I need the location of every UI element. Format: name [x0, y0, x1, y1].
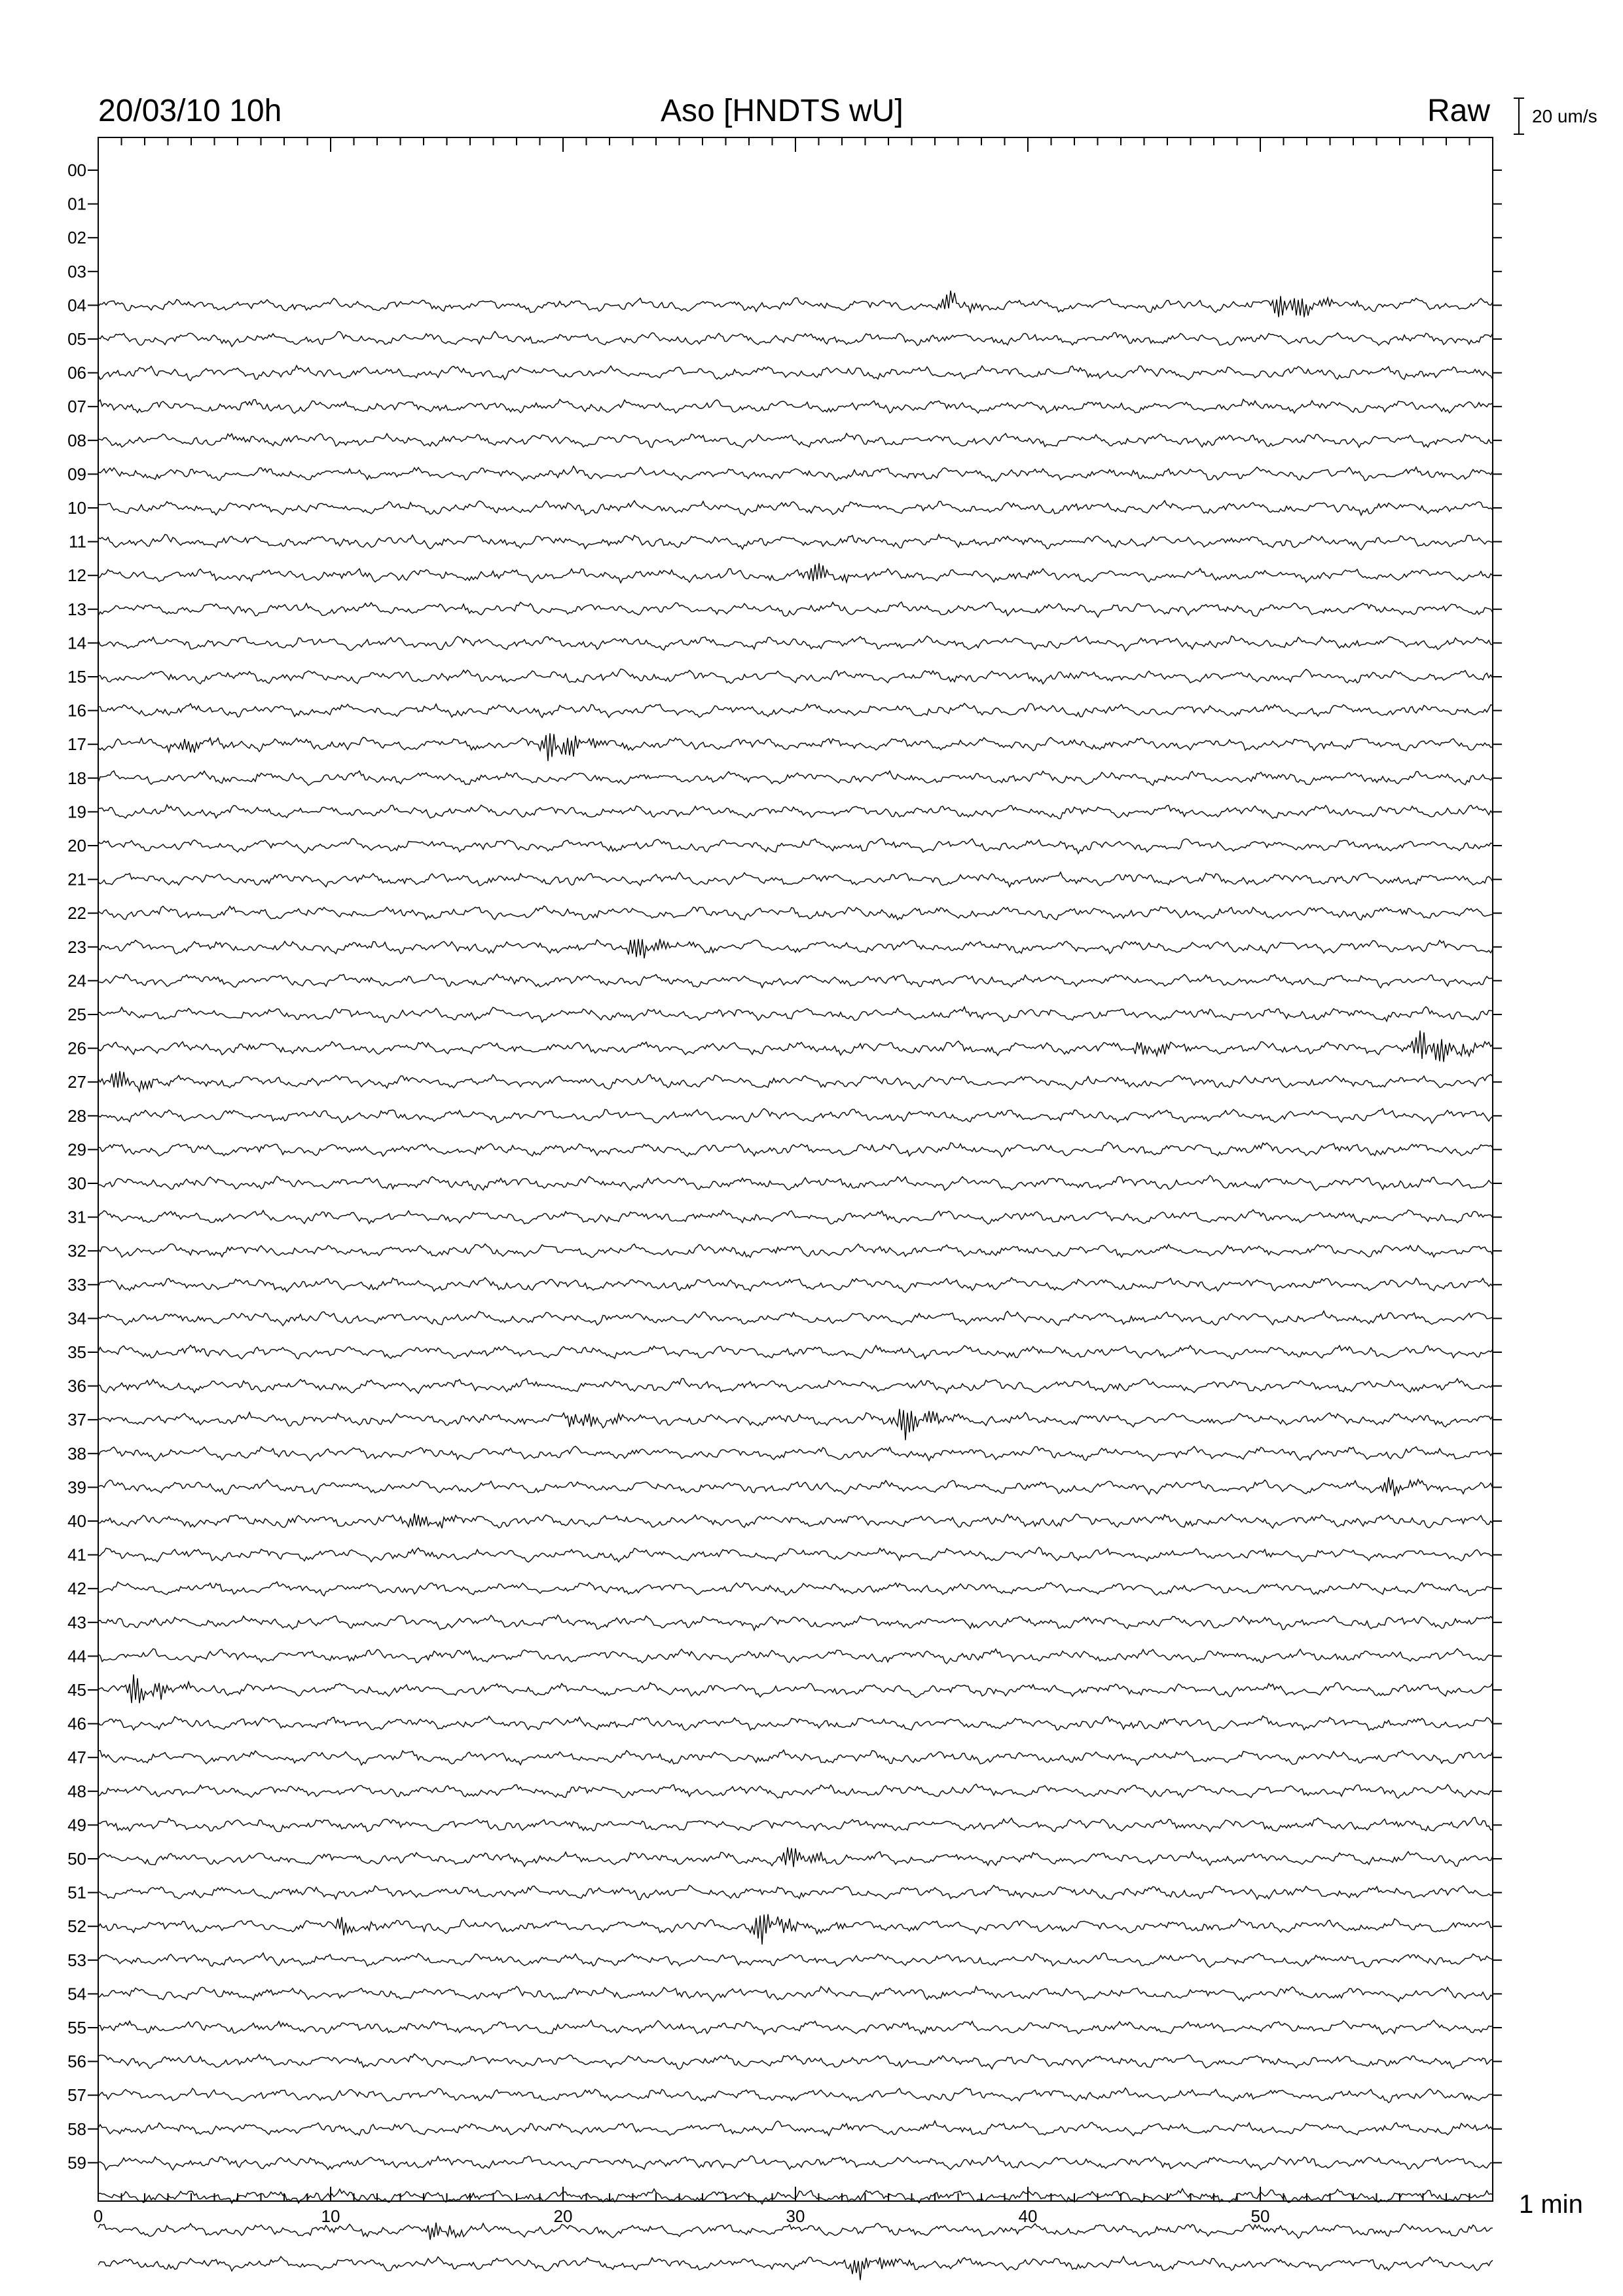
trace-row-33	[98, 1278, 1493, 1293]
trace-row-34	[98, 1311, 1493, 1326]
trace-row-17	[98, 733, 1493, 761]
trace-row-55	[98, 2020, 1493, 2035]
x-tick-label: 40	[1018, 2206, 1038, 2226]
row-label: 23	[67, 937, 86, 957]
row-label: 03	[67, 261, 86, 281]
row-label: 39	[67, 1477, 86, 1498]
row-label: 31	[67, 1207, 86, 1227]
trace-row-13	[98, 602, 1493, 617]
row-label: 07	[67, 397, 86, 417]
trace-row-35	[98, 1345, 1493, 1359]
row-label: 10	[67, 498, 86, 518]
trace-row-58	[98, 2121, 1493, 2136]
row-label: 41	[67, 1545, 86, 1565]
row-label: 33	[67, 1274, 86, 1295]
trace-row-51	[98, 1885, 1493, 1899]
row-label: 46	[67, 1713, 86, 1734]
row-label: 58	[67, 2119, 86, 2139]
x-tick-label: 10	[321, 2206, 340, 2226]
x-tick-label: 0	[93, 2206, 103, 2226]
row-label: 47	[67, 1748, 86, 1768]
trace-row-48	[98, 1784, 1493, 1799]
trace-row-27	[98, 1071, 1493, 1092]
trace-row-10	[98, 501, 1493, 515]
row-label: 53	[67, 1950, 86, 1970]
row-label: 37	[67, 1410, 86, 1430]
row-label: 48	[67, 1781, 86, 1801]
trace-row-42	[98, 1582, 1493, 1596]
row-label: 18	[67, 768, 86, 788]
trace-row-15	[98, 669, 1493, 684]
trace-row-26	[98, 1031, 1493, 1062]
trace-row-20	[98, 838, 1493, 853]
row-label: 59	[67, 2153, 86, 2173]
trace-row-22	[98, 906, 1493, 920]
row-label: 13	[67, 599, 86, 619]
row-label: 42	[67, 1579, 86, 1599]
trace-row-12	[98, 563, 1493, 583]
trace-row-40	[98, 1513, 1493, 1528]
trace-row-59	[98, 2156, 1493, 2170]
row-label: 34	[67, 1308, 86, 1329]
trace-row-54	[98, 1986, 1493, 2001]
row-label: 55	[67, 2018, 86, 2037]
row-label: 45	[67, 1680, 86, 1700]
row-label: 04	[67, 295, 86, 315]
trailing-trace	[98, 2257, 1493, 2280]
x-tick-label: 20	[553, 2206, 573, 2226]
trace-row-36	[98, 1378, 1493, 1393]
trace-row-44	[98, 1649, 1493, 1664]
row-label: 27	[67, 1072, 86, 1092]
trace-row-43	[98, 1615, 1493, 1630]
row-label: 20	[67, 836, 86, 855]
row-label: 06	[67, 363, 86, 383]
x-tick-label: 30	[786, 2206, 805, 2226]
row-label: 05	[67, 329, 86, 349]
trace-row-53	[98, 1953, 1493, 1967]
row-label: 54	[67, 1984, 86, 2004]
row-label: 57	[67, 2085, 86, 2106]
trace-row-30	[98, 1175, 1493, 1191]
x-tick-label: 50	[1250, 2206, 1270, 2226]
row-label: 52	[67, 1916, 86, 1937]
trace-row-39	[98, 1477, 1493, 1496]
row-label: 26	[67, 1038, 86, 1058]
row-label: 49	[67, 1815, 86, 1835]
row-label: 51	[67, 1882, 86, 1903]
row-label: 50	[67, 1849, 86, 1869]
row-label: 35	[67, 1342, 86, 1362]
row-label: 11	[69, 531, 86, 552]
row-label: 22	[67, 903, 86, 924]
trace-row-21	[98, 872, 1493, 888]
row-label: 38	[67, 1443, 86, 1463]
row-label: 24	[67, 971, 86, 991]
trace-row-32	[98, 1244, 1493, 1258]
trace-row-23	[98, 939, 1493, 959]
trace-row-16	[98, 704, 1493, 718]
date-label: 20/03/10 10h	[98, 94, 282, 128]
trace-row-41	[98, 1547, 1493, 1562]
row-label: 36	[67, 1376, 86, 1396]
trace-row-38	[98, 1446, 1493, 1462]
row-label: 09	[67, 464, 86, 484]
row-label: 56	[67, 2051, 86, 2072]
row-label: 16	[67, 700, 86, 721]
trace-row-19	[98, 805, 1493, 819]
trace-row-52	[98, 1914, 1493, 1945]
scale-bar	[1514, 98, 1524, 134]
trace-row-07	[98, 399, 1493, 414]
row-label: 14	[67, 633, 86, 653]
station-title: Aso [HNDTS wU]	[661, 94, 903, 128]
row-label: 30	[67, 1174, 86, 1193]
scale-label: 20 um/s	[1532, 106, 1597, 126]
row-label: 08	[67, 430, 86, 450]
row-label: 44	[67, 1646, 86, 1666]
row-label: 43	[67, 1612, 86, 1632]
trace-row-09	[98, 466, 1493, 482]
row-label: 12	[67, 565, 86, 586]
row-label: 25	[67, 1005, 86, 1024]
row-label: 28	[67, 1105, 86, 1126]
trace-row-49	[98, 1818, 1493, 1832]
trace-row-25	[98, 1007, 1493, 1022]
trace-row-46	[98, 1716, 1493, 1731]
row-label: 40	[67, 1511, 86, 1531]
trace-row-50	[98, 1847, 1493, 1867]
trace-row-14	[98, 636, 1493, 651]
trace-row-57	[98, 2088, 1493, 2103]
trace-row-29	[98, 1142, 1493, 1157]
row-label: 29	[67, 1139, 86, 1160]
trace-row-56	[98, 2054, 1493, 2070]
time-unit-label: 1 min	[1519, 2190, 1583, 2219]
row-label: 01	[67, 194, 86, 214]
row-label: 32	[67, 1241, 86, 1261]
trace-row-08	[98, 433, 1493, 448]
row-label: 15	[67, 667, 86, 687]
trace-row-18	[98, 771, 1493, 785]
trace-row-11	[98, 535, 1493, 550]
trace-row-37	[98, 1409, 1493, 1441]
trace-row-31	[98, 1210, 1493, 1224]
trace-row-47	[98, 1750, 1493, 1765]
row-label: 19	[67, 802, 86, 822]
row-label: 00	[67, 160, 86, 180]
row-label: 17	[67, 734, 86, 755]
row-label: 21	[67, 869, 86, 889]
mode-label: Raw	[1427, 94, 1491, 128]
trace-row-28	[98, 1109, 1493, 1124]
trace-row-05	[98, 331, 1493, 346]
trace-row-45	[98, 1674, 1493, 1703]
trace-row-06	[98, 366, 1493, 381]
trace-row-24	[98, 974, 1493, 988]
trace-row-04	[98, 291, 1493, 317]
row-label: 02	[67, 228, 86, 248]
